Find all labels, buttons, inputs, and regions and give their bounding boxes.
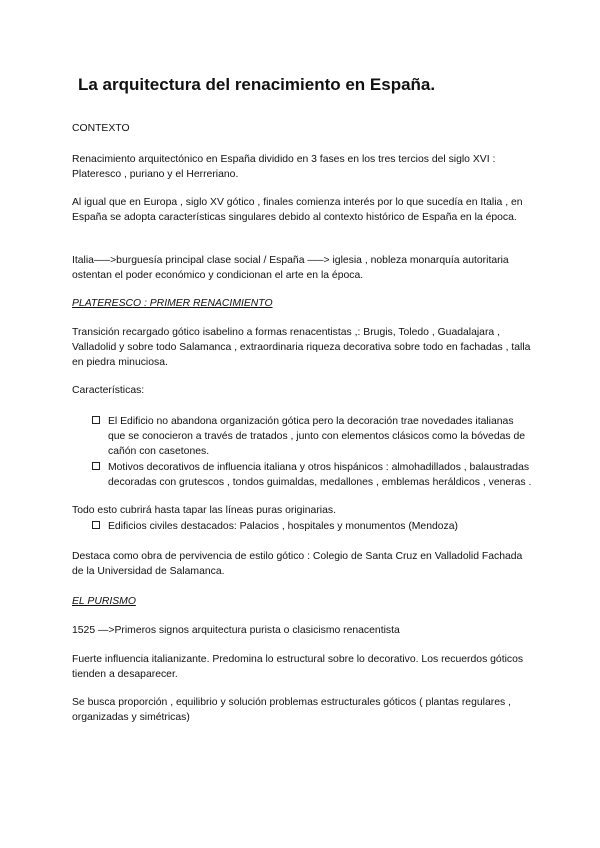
checkbox-icon: [92, 462, 100, 470]
section-heading-purismo: EL PURISMO: [72, 596, 136, 607]
paragraph-transicion: Transición recargado gótico isabelino a formas renacentistas ,: Brugis, Toledo , Guadalajara , Valladolid y sobre todo Salamanca , extraordinaria riqueza decorativa sobre todo en fachadas , talla en piedra minuciosa.: [72, 327, 531, 369]
list-item-text: Edificios civiles destacados: Palacios , hospitales y monumentos (Mendoza): [108, 521, 458, 532]
paragraph-italia-espana: Italia—–>burguesía principal clase social / España —–> iglesia , nobleza monarquía autoritaria ostentan el poder económico y condicionan el arte en la época.: [72, 255, 509, 282]
list-item-text: Motivos decorativos de influencia italiana y otros hispánicos : almohadillados , balaustradas decoradas con grutescos , tondos guimaldas, medallones , emblemas heráldicos , veneras .: [108, 462, 532, 489]
page-title: La arquitectura del renacimiento en España.: [78, 75, 436, 94]
list-item-text: El Edificio no abandona organización gótica pero la decoración trae novedades italianas que se conocieron a través de tratados , junto con elementos clásicos como la bóvedas de cañón con casetones.: [108, 416, 526, 458]
paragraph-influencia: Fuerte influencia italianizante. Predomina lo estructural sobre lo decorativo. Los recuerdos góticos tienden a desaparecer.: [72, 654, 524, 681]
paragraph-1525: 1525 —>Primeros signos arquitectura purista o clasicismo renacentista: [72, 625, 400, 636]
paragraph-destaca: Destaca como obra de pervivencia de estilo gótico : Colegio de Santa Cruz en Valladolid Fachada de la Universidad de Salamanca.: [72, 551, 523, 578]
paragraph-proporcion: Se busca proporción , equilibrio y solución problemas estructurales góticos ( plantas regulares , organizadas y simétricas): [72, 697, 511, 724]
section-heading-contexto: CONTEXTO: [72, 123, 130, 134]
paragraph-europa: Al igual que en Europa , siglo XV gótico , finales comienza interés por lo que sucedía en Italia , en España se adopta características singulares debido al contexto histórico de España en la época.: [72, 197, 523, 224]
paragraph-note: Todo esto cubrirá hasta tapar las líneas puras originarias.: [72, 505, 336, 516]
paragraph-fases: Renacimiento arquitectónico en España dividido en 3 fases en los tres tercios del siglo XVI : Plateresco , puriano y el Herreriano.: [72, 154, 496, 181]
caracteristicas-label: Características:: [72, 385, 145, 396]
checkbox-icon: [92, 521, 100, 529]
checkbox-icon: [92, 416, 100, 424]
section-heading-plateresco: PLATERESCO : PRIMER RENACIMIENTO: [72, 298, 273, 309]
